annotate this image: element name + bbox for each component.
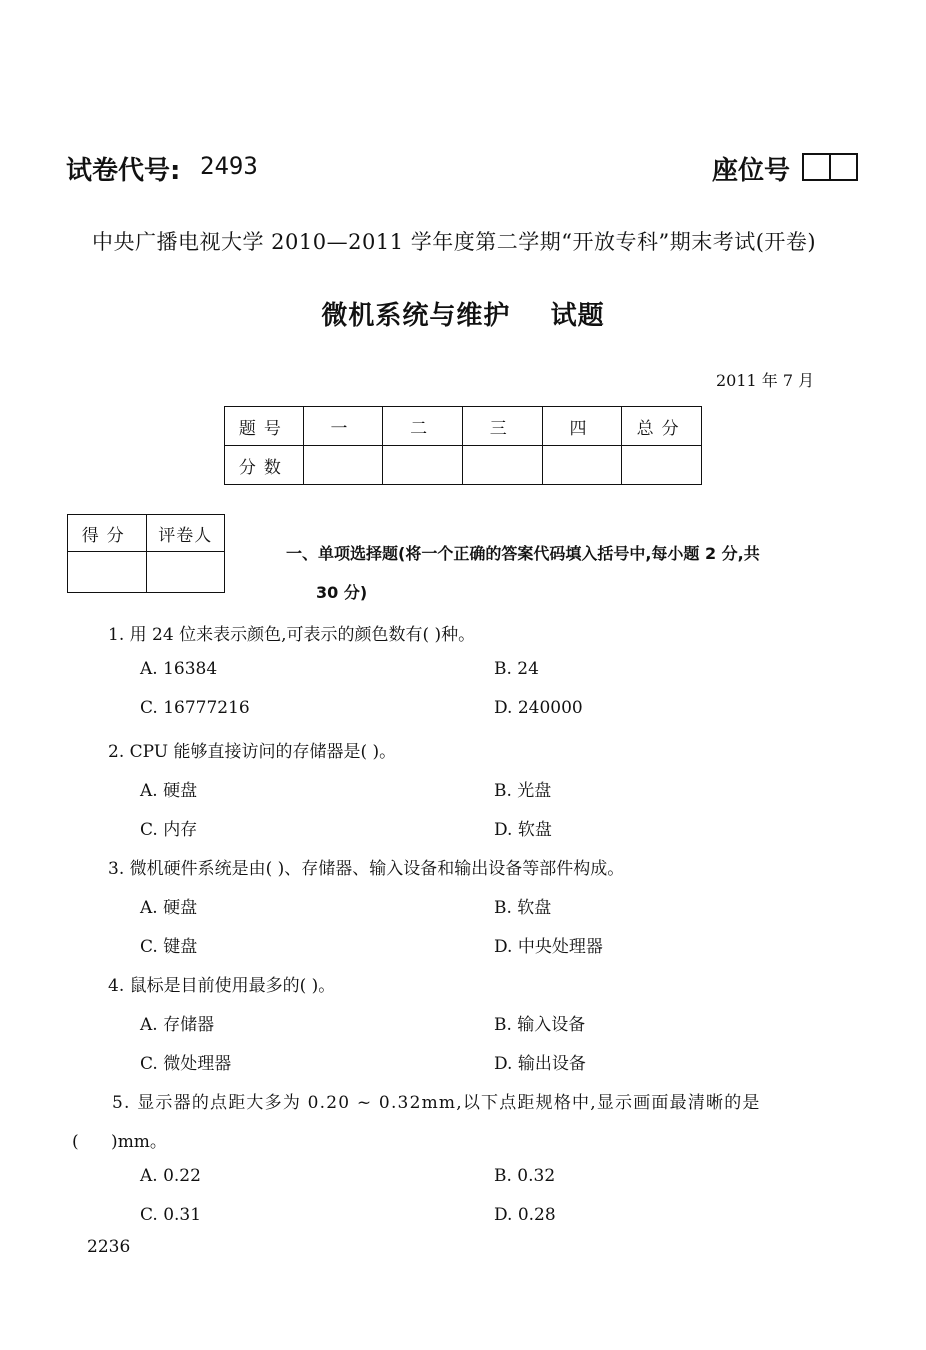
question-1-option-c: C. 16777216	[140, 698, 250, 718]
question-2-option-b: B. 光盘	[494, 781, 552, 801]
grader-table-header-row	[68, 515, 225, 552]
question-5-option-c: C. 0.31	[140, 1205, 202, 1225]
seat-number-box-2[interactable]	[829, 153, 858, 181]
paper-code: 2493	[200, 152, 258, 180]
score-table-header-row	[225, 407, 702, 446]
question-4-option-b: B. 输入设备	[494, 1015, 586, 1035]
score-entry-cell[interactable]	[383, 446, 463, 485]
question-5-option-b: B. 0.32	[494, 1166, 556, 1186]
score-table-cell: 题号	[225, 407, 304, 446]
question-3-option-b: B. 软盘	[494, 898, 552, 918]
seat-number-label: 座位号	[712, 156, 791, 186]
score-table-cell: 四	[542, 407, 622, 446]
score-table-cell: 一	[303, 407, 383, 446]
question-1-stem: 1. 用 24 位来表示颜色,可表示的颜色数有( )种。	[108, 625, 476, 645]
question-5-stem-continued: ( )mm。	[72, 1132, 167, 1152]
question-4-option-c: C. 微处理器	[140, 1054, 232, 1074]
question-1-option-a: A. 16384	[140, 659, 218, 679]
question-4-stem: 4. 鼠标是目前使用最多的( )。	[108, 976, 336, 996]
question-3-stem: 3. 微机硬件系统是由( )、存储器、输入设备和输出设备等部件构成。	[108, 859, 625, 879]
score-entry-cell[interactable]	[462, 446, 542, 485]
question-3-option-a: A. 硬盘	[140, 898, 198, 918]
question-2-option-d: D. 软盘	[494, 820, 552, 840]
score-entry-cell[interactable]	[542, 446, 622, 485]
page-number: 2236	[87, 1237, 131, 1257]
question-3-option-c: C. 键盘	[140, 937, 198, 957]
question-5-option-d: D. 0.28	[494, 1205, 556, 1225]
score-entry-cell[interactable]	[303, 446, 383, 485]
grader-table-entry-row	[68, 552, 225, 593]
score-table-cell: 三	[462, 407, 542, 446]
exam-title: 微机系统与维护 试题	[321, 301, 605, 331]
score-entry-cell[interactable]	[622, 446, 702, 485]
paper-code-label: 试卷代号:	[66, 156, 181, 186]
score-table-cell: 总分	[622, 407, 702, 446]
question-5-option-a: A. 0.22	[140, 1166, 201, 1186]
question-1-option-d: D. 240000	[494, 698, 583, 718]
question-2-option-a: A. 硬盘	[140, 781, 198, 801]
question-2-stem: 2. CPU 能够直接访问的存储器是( )。	[108, 742, 397, 762]
exam-header-line: 中央广播电视大学 2010—2011 学年度第二学期“开放专科”期末考试(开卷)	[92, 230, 817, 254]
score-table-score-row	[225, 446, 702, 485]
question-2-option-c: C. 内存	[140, 820, 198, 840]
question-5-stem: 5. 显示器的点距大多为 0.20 ~ 0.32mm,以下点距规格中,显示画面最清晰的是	[112, 1093, 761, 1113]
question-1-option-b: B. 24	[494, 659, 539, 679]
question-4-option-d: D. 输出设备	[494, 1054, 586, 1074]
grader-table	[67, 514, 225, 593]
grader-table-cell: 得分	[68, 515, 147, 552]
section-title-continued: 30 分)	[316, 583, 368, 602]
question-3-option-d: D. 中央处理器	[494, 937, 603, 957]
grader-entry-cell[interactable]	[68, 552, 147, 593]
score-table-cell: 二	[383, 407, 463, 446]
section-title: 一、单项选择题(将一个正确的答案代码填入括号中,每小题 2 分,共	[286, 544, 760, 563]
question-4-option-a: A. 存储器	[140, 1015, 215, 1035]
score-table	[224, 406, 702, 485]
exam-date: 2011 年 7 月	[716, 371, 815, 390]
seat-number-box-1[interactable]	[802, 153, 831, 181]
grader-table-cell: 评卷人	[146, 515, 224, 552]
grader-entry-cell[interactable]	[146, 552, 224, 593]
score-table-cell: 分数	[225, 446, 304, 485]
